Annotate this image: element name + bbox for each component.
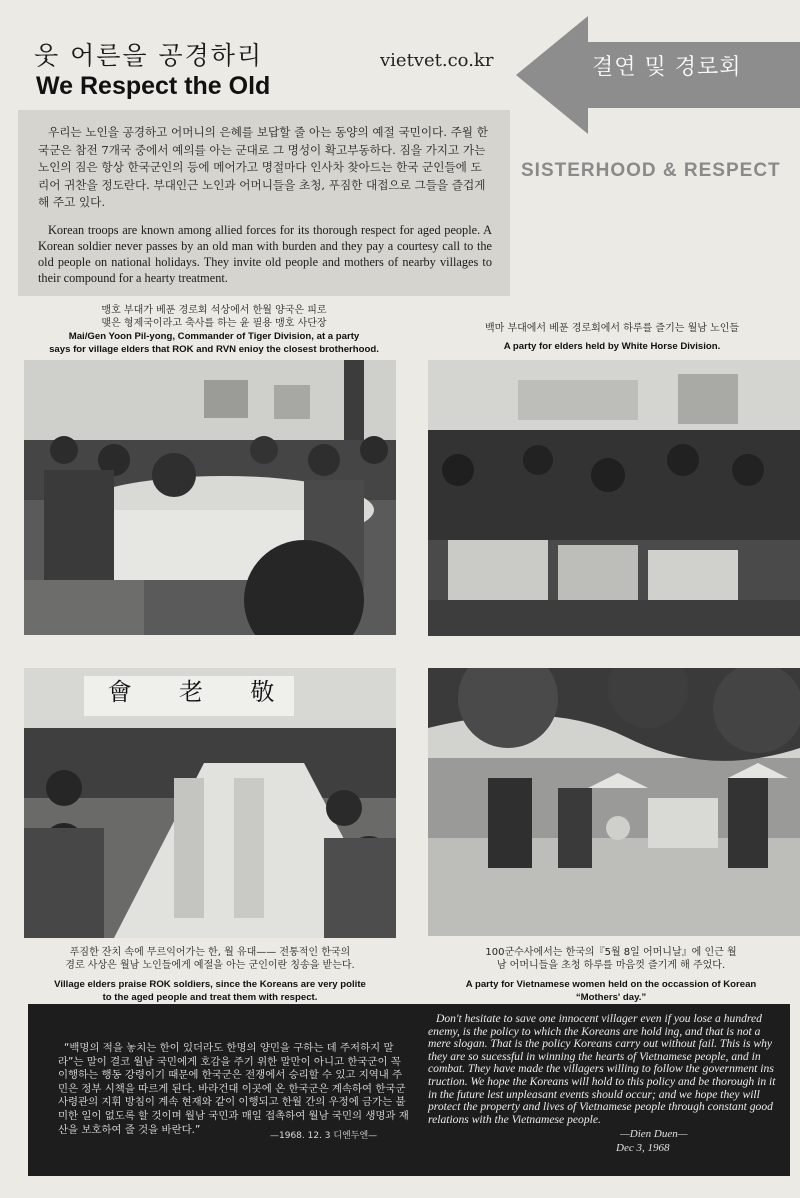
photo4-caption — [430, 946, 792, 1004]
photo4-caption-english-2: “Mothers' day.” — [575, 992, 647, 1003]
photo-tiger-division-party — [24, 360, 396, 635]
photo4-caption-english-1: A party for Vietnamese women held on the occassion of Korean — [465, 979, 757, 990]
banner-char-1: 會 — [107, 678, 132, 706]
photo3-caption-korean-1: 푸짐한 잔치 속에 무르익어가는 한, 월 유대—— 전통적인 한국의 — [69, 947, 351, 958]
banner-characters — [84, 672, 298, 707]
photo2-caption-korean: 백마 부대에서 베푼 경로회에서 하루를 즐기는 월남 노인들 — [484, 323, 740, 334]
banner-char-3: 敬 — [250, 678, 275, 706]
photo1-caption-english-1: Mai/Gen Yoon Pil-yong, Commander of Tiger Division, at a party — [68, 331, 360, 342]
photo3-caption-korean-2: 경로 사상은 월남 노인들에게 예절을 아는 군인이란 칭송을 받는다. — [65, 960, 355, 971]
photo2-caption — [432, 322, 792, 353]
photo1-caption-korean-2: 맺은 형제국이라고 축사를 하는 윤 필용 맹호 사단장 — [101, 318, 327, 329]
photo4-caption-korean-1: 100군수사에서는 한국의『5월 8일 어머니날』에 인근 월 — [485, 947, 737, 958]
photo-white-horse-division-party — [428, 360, 800, 636]
site-watermark: vietvet.co.kr — [380, 50, 494, 71]
photo1-caption-korean-1: 맹호 부대가 베푼 경로회 석상에서 한월 양국은 피로 — [101, 305, 327, 316]
quote-korean-text: “백명의 적을 놓치는 한이 있더라도 한명의 양민을 구하는 데 주저하지 말라”는 말이 결코 월남 국민에게 호감을 주기 위한 말만이 아니고 한국군이 꼭 이행하는 행동 강령이기 때문에 한국군은 전쟁에서 승리할 수 있고 지역내 주민은 정부 시책을 따르게 된다. 바라건대 이곳에 온 한국군은 계속하여 한국군 사령관의 지휘 방침이 계속 현재와 같이 이행되고 한월 간의 우정에 금가는 불미한 일이 없도록 할 것이며 월남 국민과 매일 접촉하여 월남 국민의 생명과 재산을 보호하여 줄 것을 바란다.” — [58, 1042, 409, 1136]
intro-english-text: Korean troops are known among allied forces for its thorough respect for aged people. A Korean soldier never passes by an old man with burden and they pay a courtesy call to the old people on national holidays. They invite old people and mothers of nearby villages to their compound for a hearty treatment. — [38, 222, 492, 285]
section-heading: SISTERHOOD & RESPECT — [521, 160, 781, 181]
quote-author: —Dien Duen— — [620, 1128, 688, 1140]
page-title-english: We Respect the Old — [36, 72, 271, 100]
photo2-caption-english: A party for elders held by White Horse Division. — [503, 341, 721, 352]
page-title-korean: 웃 어른을 공경하리 — [34, 41, 264, 70]
quote-korean-source: —1968. 12. 3 디엔두엔— — [270, 1131, 378, 1141]
quote-english-text: Don't hesitate to save one innocent villager even if you lose a hundred enemy, is the policy to which the Koreans are hold ing, and that is not a mere slogan. That is the policy Koreans carry out without fail. This is why they are so sucessful in winning the hearts of Vietnamese people, and in combat. They have made the villagers willing to follow the government ins truction. We hope the Koreans will hold to this policy and be thorough in it in the future lest unpleasant events should occur; and we hope they will protect the property and lives of Vietnamese people through constant good relations with the Vietnamese people. — [428, 1012, 776, 1126]
photo3-caption-english-2: to the aged people and treat them with respect. — [102, 992, 318, 1003]
photo4-caption-korean-2: 남 어머니들을 초청 하루를 마음껏 즐기게 해 주었다. — [496, 960, 726, 971]
photo-mothers-day-party — [428, 668, 800, 936]
intro-box — [18, 110, 510, 296]
section-arrow-label: 결연 및 경로회 — [592, 55, 742, 80]
photo1-caption — [24, 304, 404, 356]
photo-village-elders-feast — [24, 668, 396, 938]
quote-date: Dec 3, 1968 — [616, 1142, 670, 1154]
banner-char-2: 老 — [178, 678, 203, 706]
photo1-caption-english-2: says for village elders that ROK and RVN enioy the closest brotherhood. — [49, 344, 379, 355]
intro-korean-text: 우리는 노인을 공경하고 어머니의 은혜를 보답할 줄 아는 동양의 예절 국민이다. 주월 한국군은 참전 7개국 중에서 예의를 아는 군대로 그 명성이 확고부동하다. 짐을 가지고 가는 노인의 짐은 항상 한국군인의 등에 메어가고 명절마다 인사차 찾아드는 한국 군인들에 도리어 귀찬을 정도란다. 부대인근 노인과 어머니들을 초청, 푸짐한 대접으로 그들을 즐겁게 해 주고 있다. — [38, 125, 488, 209]
photo3-caption — [24, 946, 396, 1004]
photo3-caption-english-1: Village elders praise ROK soldiers, since the Koreans are very polite — [54, 979, 366, 990]
